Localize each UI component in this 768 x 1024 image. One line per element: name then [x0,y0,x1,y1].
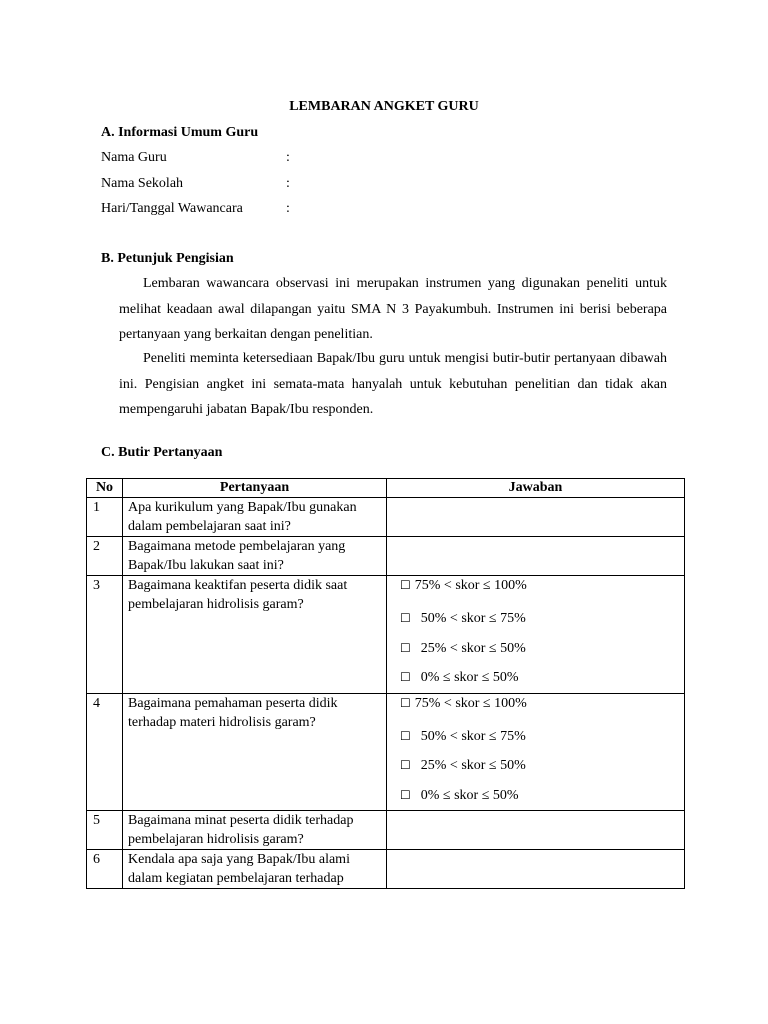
checkbox-icon[interactable]: ☐ [400,670,411,684]
option-label: 50% < skor ≤ 75% [420,728,526,744]
row-answer [387,693,685,811]
paragraph-line: untuk melihat keadaan awal dilapangan yaitu SMA N 3 Payakumbuh. Instrumen ini [119,276,667,317]
answer-option[interactable] [400,634,679,664]
checkbox-icon[interactable]: ☐ [400,695,411,710]
section-c-heading: C. Butir Pertanyaan [101,445,223,460]
answer-option[interactable] [400,663,679,693]
field-label: Hari/Tanggal Wawancara [101,201,243,216]
row-question: Bagaimana keaktifan peserta didik saat pembelajaran hidrolisis garam? [123,576,387,694]
row-question: Bagaimana minat peserta didik terhadap pembelajaran hidrolisis garam? [123,811,387,850]
option-label: 75% < skor ≤ 100% [414,695,527,711]
table-row [87,537,685,576]
section-b-heading: B. Petunjuk Pengisian [101,251,234,266]
row-answer [387,576,685,694]
field-label: Nama Guru [101,150,167,165]
instruction-paragraph-1 [119,271,667,348]
header-no: No [87,479,123,498]
row-answer[interactable] [387,498,685,537]
answer-option[interactable] [400,576,679,595]
row-answer[interactable] [387,850,685,889]
paragraph-line: dibawah ini. Pengisian angket ini semata-mata hanyalah untuk kebutuhan penelitian dan [119,351,667,392]
checkbox-icon[interactable]: ☐ [400,787,411,802]
table-row [87,576,685,694]
field-separator: : [286,201,290,216]
table-row [87,498,685,537]
table-row [87,811,685,850]
table-row [87,693,685,811]
paragraph-line: berisi beberapa pertanyaan yang berkaitan dengan penelitian. [119,301,668,342]
row-number: 6 [87,850,123,889]
option-label: 50% < skor ≤ 75% [420,611,526,626]
table-header-row [87,479,685,498]
header-answer: Jawaban [387,479,685,498]
paragraph-line: Peneliti meminta ketersediaan Bapak/Ibu guru untuk mengisi butir-butir pertanyaan [143,351,616,366]
paragraph-line: Lembaran wawancara observasi ini merupakan instrumen yang digunakan peneliti [143,276,629,291]
paragraph-line: tidak akan mempengaruhi jabatan Bapak/Ibu responden. [119,376,668,417]
row-number: 1 [87,498,123,537]
option-label: 0% ≤ skor ≤ 50% [420,670,519,685]
option-label: 25% < skor ≤ 50% [420,640,526,656]
answer-option[interactable] [400,781,679,811]
checkbox-icon[interactable]: ☐ [400,640,411,655]
row-question: Apa kurikulum yang Bapak/Ibu gunakan dalam pembelajaran saat ini? [123,498,387,537]
row-question: Bagaimana pemahaman peserta didik terhadap materi hidrolisis garam? [123,693,387,811]
instruction-paragraph-2 [119,346,667,423]
checkbox-icon[interactable]: ☐ [400,728,411,743]
row-number: 2 [87,537,123,576]
row-number: 5 [87,811,123,850]
option-label: 0% ≤ skor ≤ 50% [420,787,519,803]
row-question: Bagaimana metode pembelajaran yang Bapak/Ibu lakukan saat ini? [123,537,387,576]
field-separator: : [286,150,290,165]
page-title: LEMBARAN ANGKET GURU [289,99,479,114]
row-number: 4 [87,693,123,811]
checkbox-icon[interactable]: ☐ [400,758,411,772]
section-a-heading: A. Informasi Umum Guru [101,125,259,140]
row-question: Kendala apa saja yang Bapak/Ibu alami dalam kegiatan pembelajaran terhadap [123,850,387,889]
option-label: 75% < skor ≤ 100% [414,578,527,593]
questions-table [86,478,685,889]
row-answer[interactable] [387,811,685,850]
answer-option[interactable] [400,694,679,713]
row-number: 3 [87,576,123,694]
header-question: Pertanyaan [123,479,387,498]
option-label: 25% < skor ≤ 50% [420,758,526,773]
answer-option[interactable] [400,604,679,634]
row-answer[interactable] [387,537,685,576]
checkbox-icon[interactable]: ☐ [400,611,411,625]
field-separator: : [286,176,290,191]
answer-option[interactable] [400,751,679,781]
field-label: Nama Sekolah [101,176,184,191]
table-row [87,850,685,889]
checkbox-icon[interactable]: ☐ [400,578,411,592]
answer-option[interactable] [400,722,679,752]
